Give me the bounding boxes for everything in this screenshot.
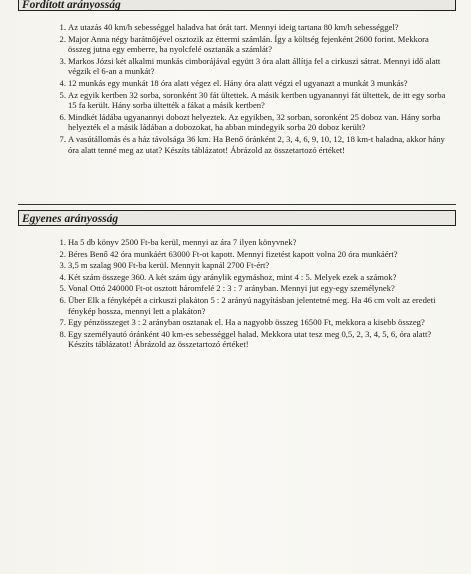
section-divider (18, 204, 456, 205)
item-number: 6. (59, 294, 66, 305)
item-number: 3. (59, 55, 66, 66)
list-item (59, 317, 446, 328)
item-text: Über Elk a fényképét a cirkuszi plakáton 5 : 2 arányú nagyításban jelentetné meg. Ha 46 cm volt az eredeti fénykép hossza, mennyi lett a plakáton? (68, 294, 436, 316)
item-text: Major Anna négy barátnőjével osztozik az éttermi számlán. Így a költség fejenként 2600 forint. Mekkora összeg jutna egy emberre, ha nyolcfelé osztanák a számlát? (68, 33, 429, 55)
problem-list-inverse-proportion (59, 22, 446, 156)
section-title-text: Egyenes arányosság (22, 213, 119, 225)
item-number: 4. (59, 77, 66, 88)
list-item (59, 260, 446, 271)
list-item (59, 55, 446, 77)
item-number: 2. (59, 33, 66, 44)
item-text: Mindkét ládába ugyanannyi dobozt helyeztek. Az egyikben, 32 sorban, soronként 25 doboz van. Hány sorba helyezték el a másik ládában a dobozokat, ha abban mindegyik sorba 20 doboz került? (68, 111, 441, 133)
item-number: 7. (59, 317, 66, 328)
item-number: 8. (59, 328, 66, 339)
item-text: 3,5 m szalag 900 Ft-ba kerül. Mennyit kapnál 2700 Ft-ért? (68, 260, 270, 271)
item-number: 1. (59, 22, 66, 32)
list-item (59, 248, 446, 260)
list-item (59, 111, 446, 133)
item-text: Az egyik kertben 32 sorba, soronként 30 fát ültettek. A másik kertben ugyanannyi fát ültettek, de itt egy sorba 15 fa került. Hány sorba ültették a fákat a másik kertben? (68, 89, 446, 111)
item-text: Markos Józsi két alkalmi munkás cimborájával együtt 3 óra alatt állítja fel a cirkuszi sátrat. Mennyi idő alatt végzik el 6-an a munkát? (68, 55, 441, 77)
item-text: Béres Benő 42 óra munkáért 63000 Ft-ot kapott. Mennyi fizetést kapott volna 20 óra munkáért? (68, 248, 398, 259)
item-number: 6. (59, 111, 66, 122)
list-item (59, 133, 446, 155)
list-item (59, 237, 446, 248)
section-title-direct-proportion (18, 210, 456, 226)
list-item (59, 283, 446, 294)
list-item (59, 294, 446, 316)
list-item (59, 77, 446, 89)
item-text: Két szám összege 360. A két szám úgy aránylik egymáshoz, mint 4 : 5. Melyek ezek a számok? (68, 271, 397, 282)
item-number: 7. (59, 133, 66, 144)
list-item (59, 89, 446, 111)
section-title-text: Fordított arányosság (22, 0, 121, 11)
item-text: A vasútállomás és a ház távolsága 36 km. Ha Benő óránként 2, 3, 4, 6, 9, 10, 12, 18 km-t haladna, akkor hány óra alatt tenné meg az utat? Készíts táblázatot! Ábrázold az összetartozó értéket! (68, 133, 445, 155)
item-text: Az utazás 40 km/h sebességgel haladva hat órát tart. Mennyi ideig tartana 80 km/h sebességgel? (68, 22, 399, 32)
list-item (59, 328, 446, 350)
list-item (59, 271, 446, 283)
item-number: 2. (59, 248, 66, 259)
section-title-inverse-proportion (18, 0, 456, 11)
item-text: Egy pénzösszeget 3 : 2 arányban osztanak el. Ha a nagyobb összeg 16500 Ft, mekkora a kisebb összeg? (68, 317, 425, 328)
item-number: 1. (59, 237, 66, 247)
item-text: Egy személyautó óránként 40 km-es sebességgel halad. Mekkora utat tesz meg 0,5, 2, 3, 4, 5, 6, óra alatt? Készíts táblázatot! Ábrázold az összetartozó értéket! (68, 328, 432, 350)
list-item (59, 22, 446, 33)
item-text: Vonal Ottó 240000 Ft-ot osztott háromfelé 2 : 3 : 7 arányban. Mennyi jut egy-egy személynek? (68, 283, 395, 294)
item-number: 5. (59, 89, 66, 100)
item-text: Ha 5 db könyv 2500 Ft-ba kerül, mennyi az ára 7 ilyen könyvnek? (68, 237, 297, 247)
list-item (59, 33, 446, 55)
item-number: 3. (59, 260, 66, 271)
item-number: 5. (59, 283, 66, 294)
problem-list-direct-proportion (59, 237, 446, 351)
item-number: 4. (59, 271, 66, 282)
item-text: 12 munkás egy munkát 18 óra alatt végez el. Hány óra alatt végzi el ugyanazt a munkát 3 munkás? (68, 77, 408, 88)
